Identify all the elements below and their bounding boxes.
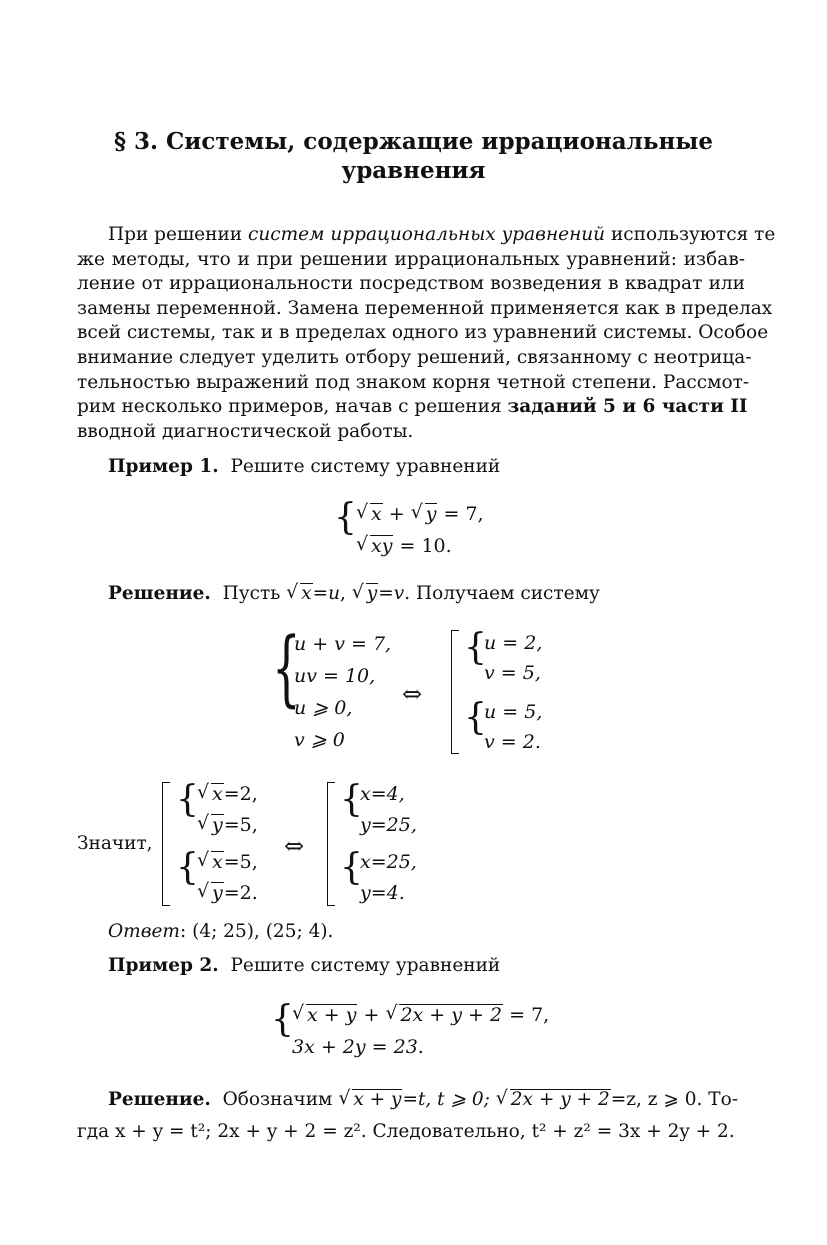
case-2a-line-1: √ x=2, <box>197 783 258 805</box>
case-1b-line-1: u = 5, <box>484 701 543 723</box>
case-1b-line-2: v = 2. <box>484 731 541 753</box>
intro-line-8: рим несколько примеров, начав с решения заданий 5 и 6 части II <box>77 396 748 418</box>
example-1-solution-intro: Решение. Пусть √ x=u, √ y=v. Получаем систему <box>108 583 600 604</box>
example-1-equation-2: √ xy = 10. <box>356 535 452 557</box>
example-1-substitution-brace: { <box>272 621 301 716</box>
example-2-heading: Пример 2. Решите систему уравнений <box>108 955 501 976</box>
substitution-line-3: u ⩾ 0, <box>294 697 353 719</box>
intro-line-1: При решении систем иррациональных уравнений используются те <box>108 224 776 245</box>
case-1a-line-1: u = 2, <box>484 632 543 654</box>
substitution-line-1: u + v = 7, <box>294 633 392 655</box>
intro-line-9: вводной диагностической работы. <box>77 420 414 442</box>
hence-label: Значит, <box>77 833 153 854</box>
equivalence-arrow-1: ⇔ <box>402 680 423 708</box>
case-2b-line-2: √ y=2. <box>197 882 258 904</box>
union-bracket-2 <box>162 782 170 906</box>
case-brace-2a: { <box>176 779 199 820</box>
equivalence-arrow-2: ⇔ <box>284 832 305 860</box>
case-brace-1a: { <box>464 627 487 668</box>
case-2a-line-2: √ y=5, <box>197 814 258 836</box>
intro-line-4: замены переменной. Замена переменной применяется как в пределах <box>77 297 773 319</box>
example-1-system-brace: { <box>334 497 357 538</box>
union-bracket-3 <box>327 782 335 906</box>
intro-line-5: всей системы, так и в пределах одного из уравнений системы. Особое <box>77 322 769 344</box>
case-brace-3a: { <box>340 779 363 820</box>
intro-line-6: внимание следует уделить отбору решений, связанному с неотрица- <box>77 346 752 368</box>
intro-line-2: же методы, что и при решении иррациональных уравнений: избав- <box>77 248 745 270</box>
example-2-system-brace: { <box>271 999 294 1040</box>
section-title-line-1: § 3. Системы, содержащие иррациональные <box>113 128 714 155</box>
example-2-solution-line-2: гда x + y = t²; 2x + y + 2 = z². Следовательно, t² + z² = 3x + 2y + 2. <box>77 1121 735 1142</box>
intro-line-3: ление от иррациональности посредством возведения в квадрат или <box>77 273 745 295</box>
union-bracket-1 <box>451 630 459 754</box>
case-brace-3b: { <box>340 847 363 888</box>
section-title-line-2: уравнения <box>341 157 486 184</box>
intro-line-7: тельностью выражений под знаком корня четной степени. Рассмот- <box>77 371 750 393</box>
example-1-heading: Пример 1. Решите систему уравнений <box>108 456 501 477</box>
case-brace-2b: { <box>176 847 199 888</box>
intro-paragraph <box>77 223 776 444</box>
case-2b-line-1: √ x=5, <box>197 851 258 873</box>
example-2-equation-1: √ x + y + √ 2x + y + 2 = 7, <box>292 1004 549 1026</box>
result-b-line-2: y=4. <box>360 882 405 904</box>
substitution-line-2: uv = 10, <box>294 665 376 687</box>
example-1-answer: Ответ: (4; 25), (25; 4). <box>108 921 334 942</box>
example-1-equation-1: √ x + √ y = 7, <box>356 503 484 525</box>
example-2-solution-line-1: Решение. Обозначим √ x + y=t, t ⩾ 0; √ 2x + y + 2=z, z ⩾ 0. То- <box>108 1089 738 1110</box>
case-1a-line-2: v = 5, <box>484 662 541 684</box>
result-b-line-1: x=25, <box>360 851 417 873</box>
example-2-equation-2: 3x + 2y = 23. <box>292 1036 424 1058</box>
result-a-line-2: y=25, <box>360 814 417 836</box>
case-brace-1b: { <box>464 697 487 738</box>
substitution-line-4: v ⩾ 0 <box>294 729 345 751</box>
result-a-line-1: x=4, <box>360 783 405 805</box>
